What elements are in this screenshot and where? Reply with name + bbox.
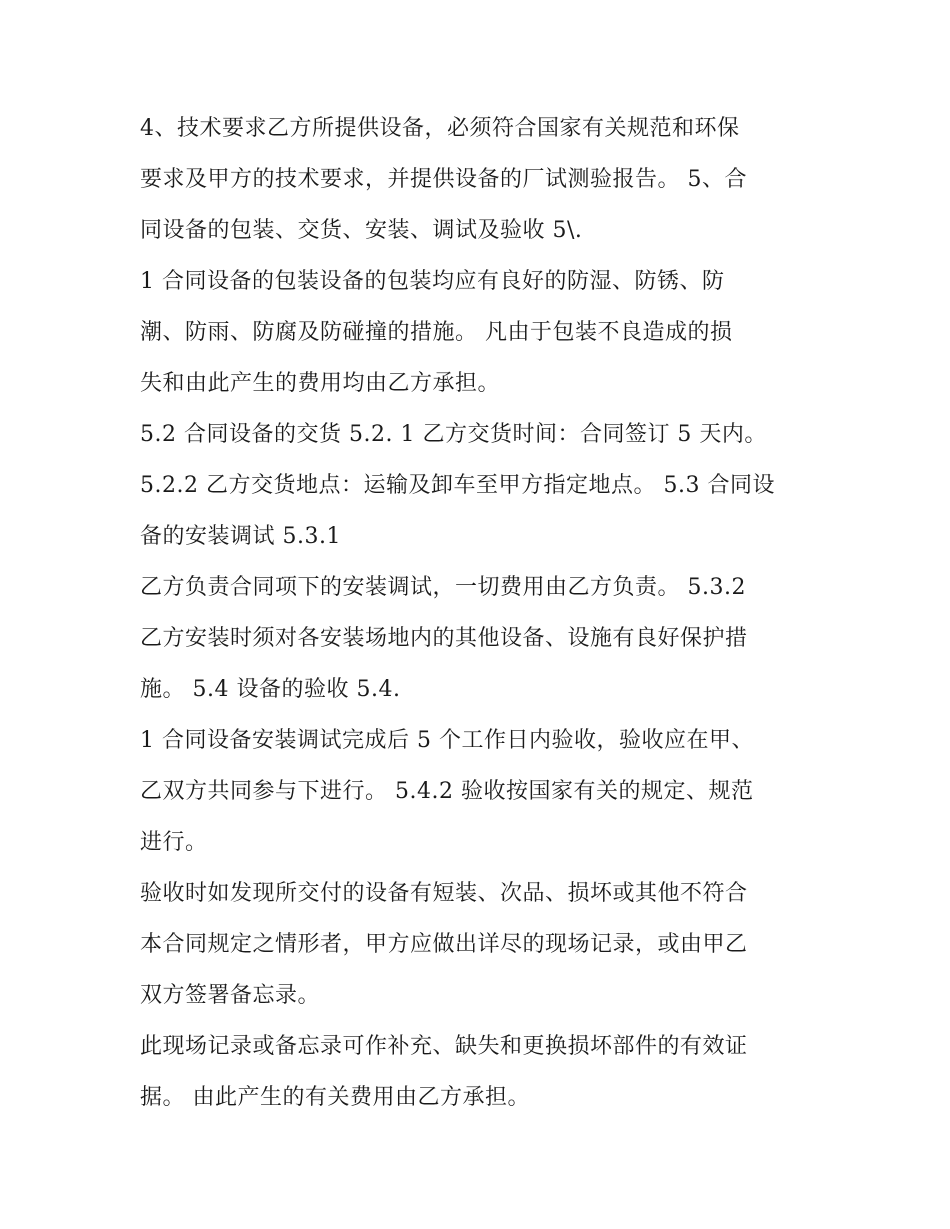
text-line: 乙方安装时须对各安装场地内的其他设备、设施有良好保护措 — [140, 626, 748, 651]
text-line: 5.2 合同设备的交货 5.2. 1 乙方交货时间：合同签订 5 天内。 — [140, 422, 767, 447]
paragraph-technical-requirements — [140, 103, 820, 256]
paragraph-delivery-time — [140, 409, 820, 460]
text-line: 据。 由此产生的有关费用由乙方承担。 — [140, 1085, 530, 1110]
text-line: 双方签署备忘录。 — [140, 983, 321, 1008]
text-line: 此现场记录或备忘录可作补充、缺失和更换损坏部件的有效证 — [140, 1034, 748, 1059]
document-body — [140, 103, 820, 1123]
paragraph-evidence — [140, 1021, 820, 1123]
text-line: 施。 5.4 设备的验收 5.4. — [140, 677, 401, 702]
text-line: 乙双方共同参与下进行。 5.4.2 验收按国家有关的规定、规范 — [140, 779, 754, 804]
text-line: 失和由此产生的费用均由乙方承担。 — [140, 371, 501, 396]
text-line: 1 合同设备的包装设备的包装均应有良好的防湿、防锈、防 — [140, 269, 725, 294]
text-line: 验收时如发现所交付的设备有短装、次品、损坏或其他不符合 — [140, 881, 748, 906]
paragraph-installation — [140, 562, 820, 715]
paragraph-acceptance-defects — [140, 868, 820, 1021]
text-line: 4、技术要求乙方所提供设备，必须符合国家有关规范和环保 — [140, 116, 740, 141]
paragraph-packaging — [140, 256, 820, 409]
text-line: 5.2.2 乙方交货地点：运输及卸车至甲方指定地点。 5.3 合同设 — [140, 473, 775, 498]
text-line: 乙方负责合同项下的安装调试，一切费用由乙方负责。 5.3.2 — [140, 575, 746, 600]
text-line: 备的安装调试 5.3.1 — [140, 524, 341, 549]
text-line: 进行。 — [140, 830, 208, 855]
paragraph-delivery-location — [140, 460, 820, 562]
text-line: 同设备的包装、交货、安装、调试及验收 5\. — [140, 218, 583, 243]
text-line: 潮、防雨、防腐及防碰撞的措施。 凡由于包装不良造成的损 — [140, 320, 733, 345]
text-line: 要求及甲方的技术要求，并提供设备的厂试测验报告。 5、合 — [140, 167, 747, 192]
text-line: 1 合同设备安装调试完成后 5 个工作日内验收，验收应在甲、 — [140, 728, 754, 753]
paragraph-acceptance — [140, 715, 820, 868]
text-line: 本合同规定之情形者，甲方应做出详尽的现场记录，或由甲乙 — [140, 932, 748, 957]
